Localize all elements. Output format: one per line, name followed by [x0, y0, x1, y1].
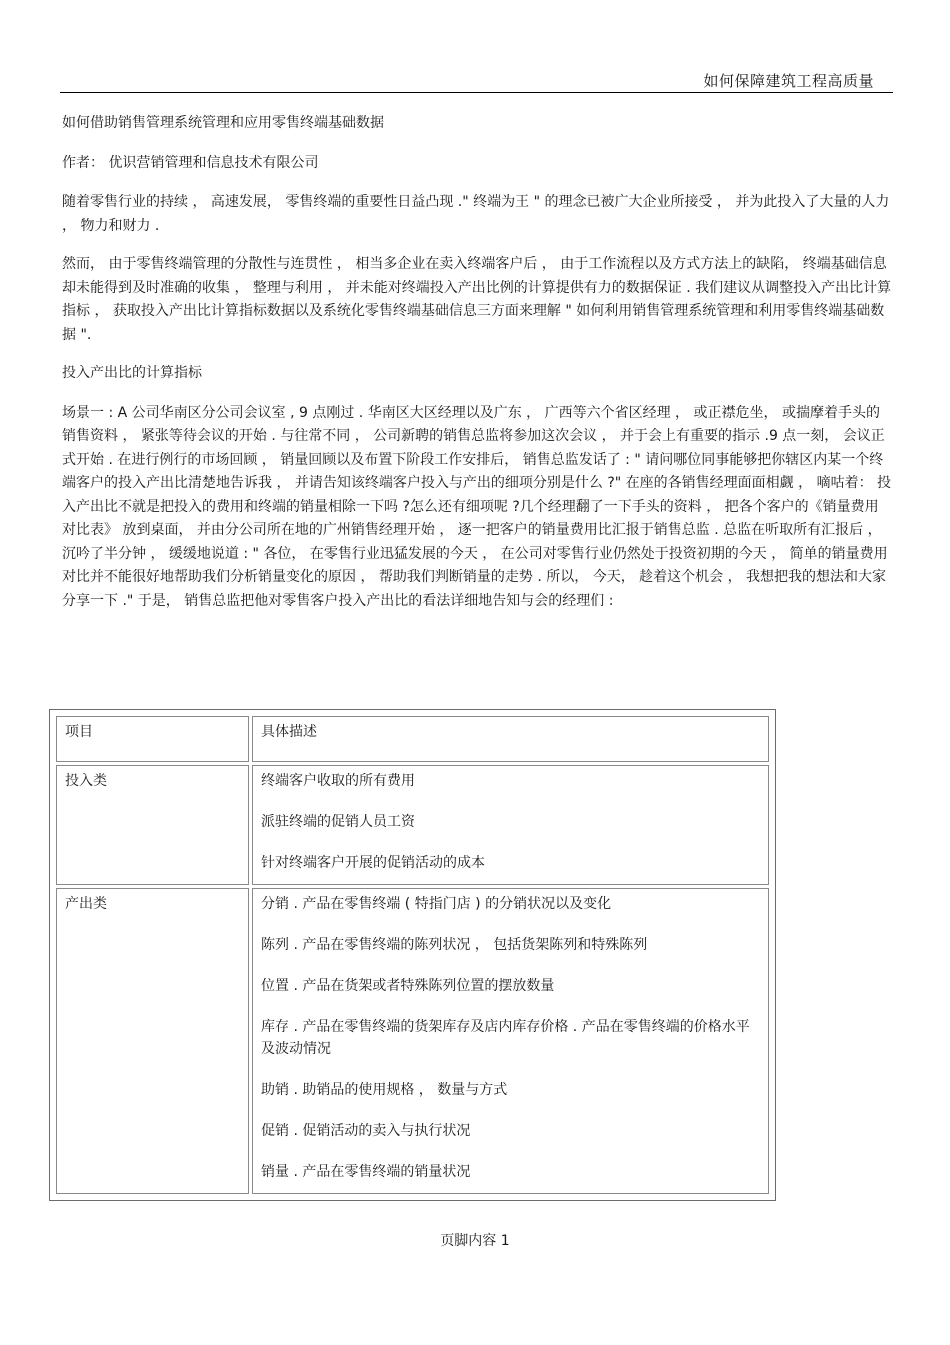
article-title: 如何借助销售管理系统管理和应用零售终端基础数据: [62, 115, 384, 131]
page-header-title: 如何保障建筑工程高质量: [703, 72, 874, 90]
table-header-item: 项目: [56, 716, 249, 762]
list-item: 库存 . 产品在零售终端的货架库存及店内库存价格 . 产品在零售终端的价格水平及波动情况: [261, 1019, 750, 1057]
section-heading: 投入产出比的计算指标: [62, 365, 202, 381]
row-label-output: 产出类: [56, 888, 249, 1194]
list-item: 派驻终端的促销人员工资: [261, 814, 415, 830]
page-footer: 页脚内容 1: [440, 1233, 510, 1249]
list-item: 分销 . 产品在零售终端 ( 特指门店 ) 的分销状况以及变化: [261, 896, 612, 912]
list-item: 针对终端客户开展的促销活动的成本: [261, 855, 485, 871]
indicator-table: [49, 709, 776, 1201]
article-body: [62, 112, 892, 628]
list-item: 助销 . 助销品的使用规格 ， 数量与方式: [261, 1082, 508, 1098]
header-divider: [60, 92, 893, 93]
article-author: 作者： 优识营销管理和信息技术有限公司: [62, 154, 319, 171]
row-items-input: [252, 765, 769, 885]
table-row-output: [56, 888, 769, 1194]
paragraph-problem: 然而， 由于零售终端管理的分散性与连贯性 ， 相当多企业在卖入终端客户后 ， 由于工作流程以及方式方法上的缺陷， 终端基础信息却未能得到及时准确的收集 ， 整理与利用 ， 并未能对终端投入产出比例的计算提供有力的数据保证 . 我们建议从调整投入产出比计算指标 ， 获取投入产出比计算指标数据以及系统化零售终端基础信息三方面来理解 " 如何利用销售管理系统管理和利用零售终端基础数据 ".: [62, 256, 892, 343]
list-item: 位置 . 产品在货架或者特殊陈列位置的摆放数量: [261, 978, 555, 994]
row-label-input: 投入类: [56, 765, 249, 885]
paragraph-intro: 随着零售行业的持续 ， 高速发展， 零售终端的重要性日益凸现 ." 终端为王 " 的理念已被广大企业所接受 ， 并为此投入了大量的人力 ， 物力和财力 .: [62, 194, 890, 234]
list-item: 终端客户收取的所有费用: [261, 773, 415, 789]
table-header-description: 具体描述: [252, 716, 769, 762]
list-item: 陈列 . 产品在零售终端的陈列状况 ， 包括货架陈列和特殊陈列: [261, 937, 648, 953]
list-item: 销量 . 产品在零售终端的销量状况: [261, 1164, 471, 1180]
row-items-output: [252, 888, 769, 1194]
list-item: 促销 . 促销活动的卖入与执行状况: [261, 1123, 471, 1139]
paragraph-scenario: 场景一 : A 公司华南区分公司会议室 , 9 点刚过 . 华南区大区经理以及广东 ， 广西等六个省区经理 ， 或正襟危坐， 或揣摩着手头的销售资料 ， 紧张等待会议的开始 . 与往常不同 ， 公司新聘的销售总监将参加这次会议 ， 并于会上有重要的指示 .9 点一刻， 会议正式开始 . 在进行例行的市场回顾 ， 销量回顾以及布置下阶段工作安排后， 销售总监发话了 : " 请问哪位同事能够把你辖区内某一个终端客户的投入产出比清楚地告诉我 ， 并请告知该终端客户投入与产出的细项分别是什么 ?" 在座的各销售经理面面相觑 ， 嘀咕着： 投入产出比不就是把投入的费用和终端的销量相除一下吗 ?怎么还有细项呢 ?几个经理翻了一下手头的资料 ， 把各个客户的《销量费用对比表》 放到桌面， 并由分公司所在地的广州销售经理开始 ， 逐一把客户的销量费用比汇报于销售总监 . 总监在听取所有汇报后 ， 沉吟了半分钟 ， 缓缓地说道 : " 各位， 在零售行业迅猛发展的今天 ， 在公司对零售行业仍然处于投资初期的今天 ， 简单的销量费用对比并不能很好地帮助我们分析销量变化的原因 ， 帮助我们判断销量的走势 . 所以， 今天， 趁着这个机会 ， 我想把我的想法和大家分享一下 ." 于是， 销售总监把他对零售客户投入产出比的看法详细地告知与会的经理们 :: [62, 404, 892, 609]
table-row-input: [56, 765, 769, 885]
table-header-row: [56, 716, 769, 762]
